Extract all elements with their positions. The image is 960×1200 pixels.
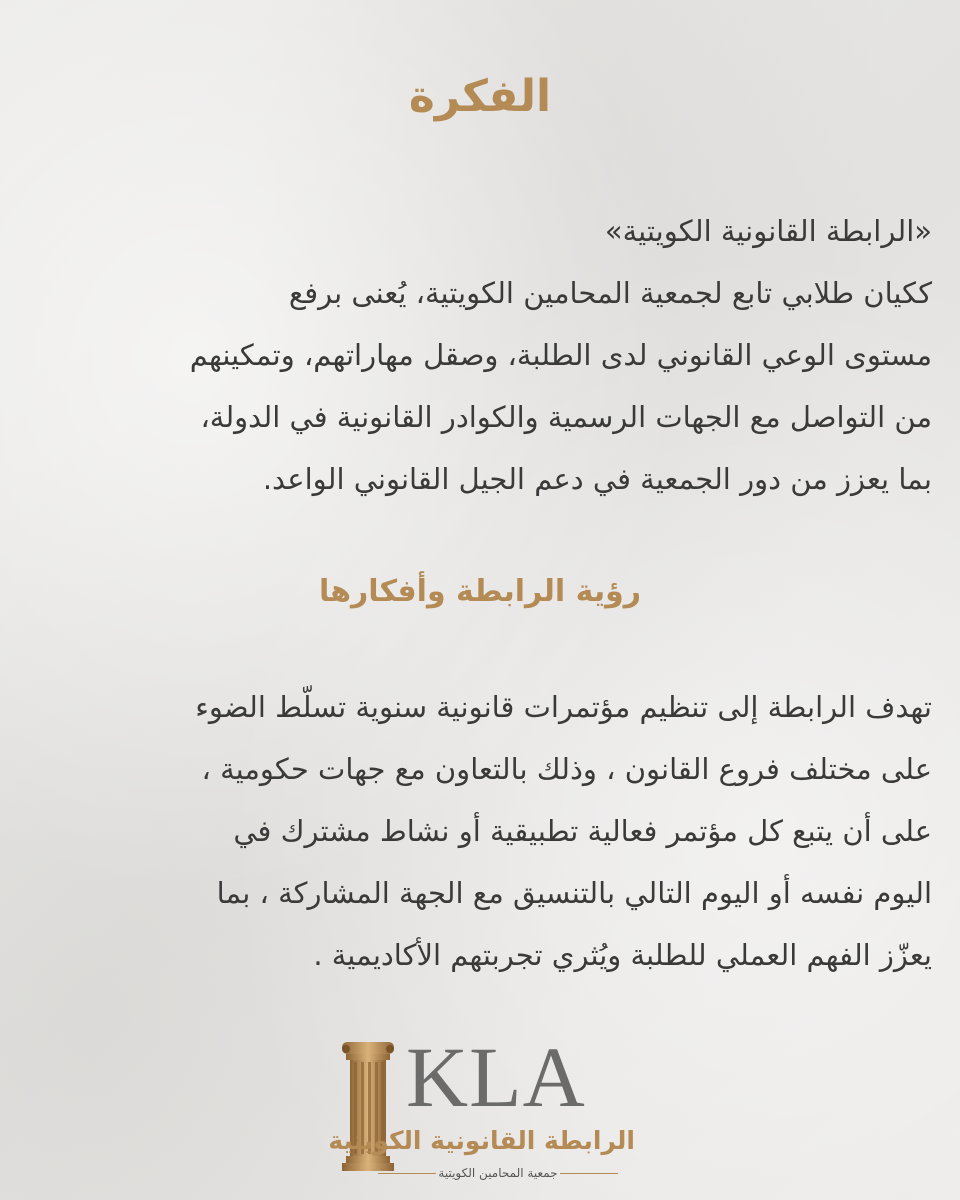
idea-line: ككيان طلابي تابع لجمعية المحامين الكويتية، يُعنى برفع (288, 276, 932, 310)
vision-paragraph (32, 676, 932, 986)
idea-title: الفكرة (408, 71, 552, 122)
idea-line: من التواصل مع الجهات الرسمية والكوادر القانونية في الدولة، (200, 400, 932, 434)
vision-line: على أن يتبع كل مؤتمر فعالية تطبيقية أو نشاط مشترك في (233, 814, 932, 848)
logo-abbreviation: KLA (406, 1029, 586, 1125)
idea-line: مستوى الوعي القانوني لدى الطلبة، وصقل مهاراتهم، وتمكينهم (189, 338, 932, 372)
vision-line: تهدف الرابطة إلى تنظيم مؤتمرات قانونية سنوية تسلّط الضوء (195, 690, 932, 724)
idea-paragraph (32, 200, 932, 510)
vision-line: على مختلف فروع القانون ، وذلك بالتعاون مع جهات حكومية ، (201, 752, 932, 786)
logo-name: الرابطة القانونية الكويتية (328, 1126, 635, 1155)
vision-line: يعزّز الفهم العملي للطلبة ويُثري تجربتهم الأكاديمية . (313, 938, 932, 972)
idea-line: بما يعزز من دور الجمعية في دعم الجيل القانوني الواعد. (262, 462, 932, 496)
logo-divider (378, 1173, 436, 1174)
vision-line: اليوم نفسه أو اليوم التالي بالتنسيق مع الجهة المشاركة ، بما (216, 876, 932, 910)
idea-line: «الرابطة القانونية الكويتية» (604, 214, 932, 248)
vision-title: رؤية الرابطة وأفكارها (318, 574, 642, 609)
logo-divider (560, 1173, 618, 1174)
kla-logo (328, 1029, 638, 1180)
logo-subtitle: جمعية المحامين الكويتية (438, 1166, 558, 1180)
